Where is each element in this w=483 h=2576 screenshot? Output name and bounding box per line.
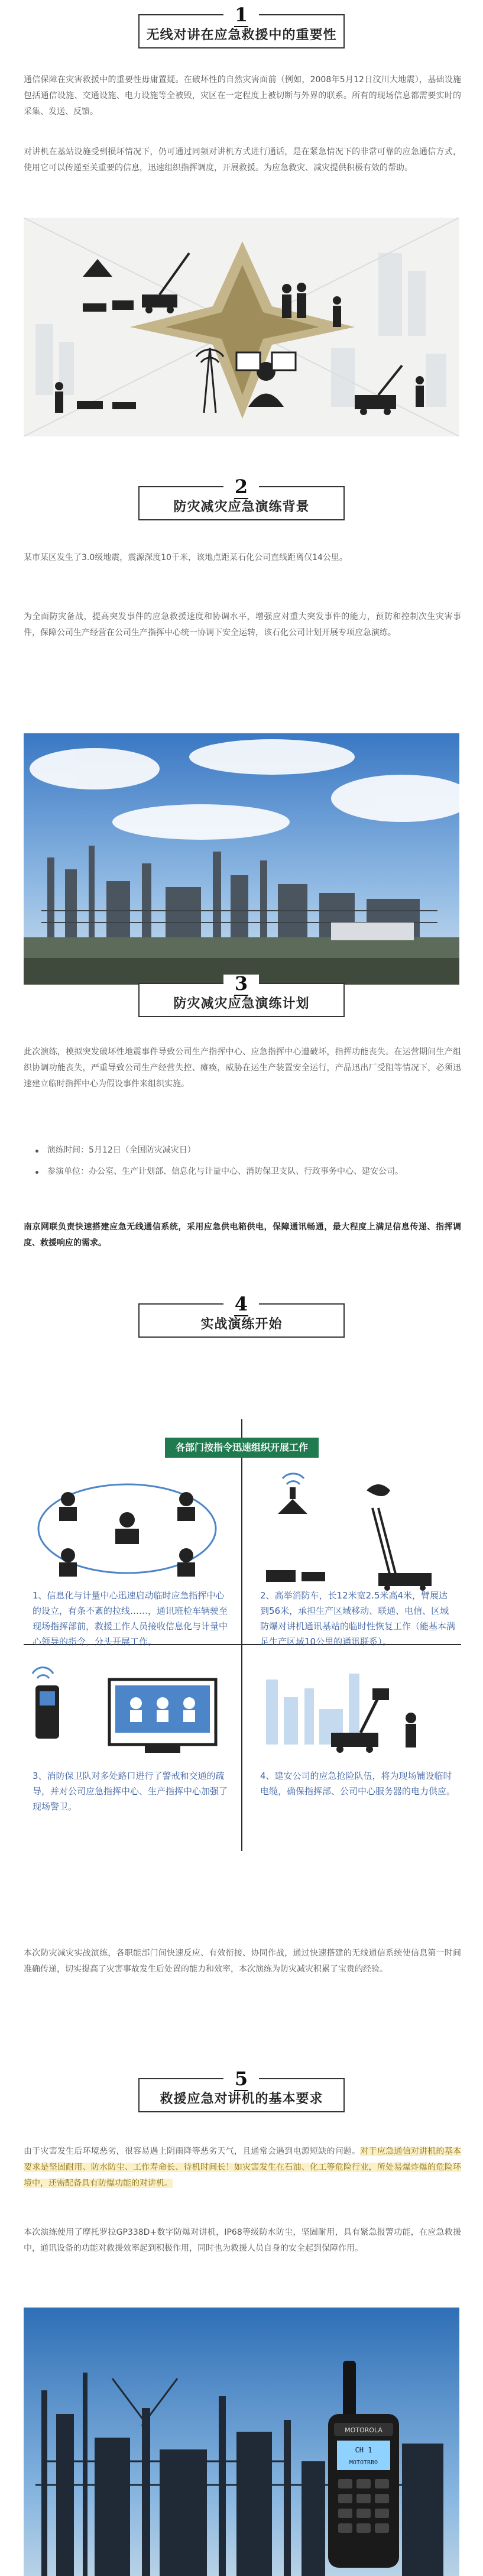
paragraph: 通信保障在灾害救援中的重要性毋庸置疑。在破坏性的自然灾害面前（例如，2008年5月12日汶川大地震），基础设施包括通信设施、交通设施、电力设施等全被毁，灾区在一定程度上被切断与外界的联系。所有的现场信息都需要实时的采集、发送、反馈。 — [24, 75, 461, 116]
bullet-item: 演练时间：5月12日（全国防灾减灾日） — [47, 1145, 196, 1155]
section-number: 3 — [223, 975, 259, 992]
card-illustration — [27, 1473, 228, 1579]
radio-screen-line2: MOTOTRBO — [349, 2460, 378, 2466]
paragraph: 某市某区发生了3.0级地震，震源深度10千米，该地点距某石化公司直线距离仅14公里。 — [24, 553, 348, 562]
paragraph-text: 由于灾害发生后环境恶劣，很容易遇上阴雨降等恶劣天气，且通常会遇到电源短缺的问题。 — [24, 2147, 361, 2156]
section-title-text: 无线对讲在应急救援中的重要性 — [146, 27, 337, 43]
radio-photo — [24, 2308, 459, 2576]
status-banner: 各部门按指令迅速组织开展工作 — [165, 1438, 319, 1458]
paragraph: 为全面防灾备战，提高突发事件的应急救援速度和协调水平，增强应对重大突发事件的能力，预防和控制次生灾害事件，保障公司生产经营在公司生产指挥中心统一协调下安全运转，该石化公司计划开展专项应急演练。 — [24, 612, 461, 637]
section-number: 5 — [223, 2070, 259, 2088]
section-4-title — [0, 1295, 483, 1342]
paragraph — [24, 1946, 461, 1995]
bullet-dot — [35, 1150, 38, 1153]
radio-screen-line1: CH 1 — [355, 2446, 372, 2454]
card-illustration — [27, 1656, 228, 1762]
highlighted-text: 对于应急通信对讲机的基本要求是坚固耐用、防水防尘、工作寿命长、待机时间长！如灾害发生在石油、化工等危险行业，所处易爆炸爆的危险环境中，还需配备具有防爆功能的对讲机。 — [24, 2147, 462, 2188]
refinery-photo — [24, 733, 459, 985]
card-text: 1、信息化与计量中心迅速启动临时应急指挥中心的设立，有条不紊的拉线……，通讯班检车辆驶至现场指挥部前，救援工作人员接收信息化与计量中心领导的指令，分头开展工作。 — [33, 1590, 228, 1647]
section-2-title — [0, 475, 483, 525]
paragraph — [24, 2144, 461, 2209]
section-number: 1 — [223, 6, 259, 24]
section-5-title — [0, 2067, 483, 2117]
card-illustration — [254, 1473, 455, 1591]
radio-brand: MOTOROLA — [345, 2426, 382, 2434]
section-title-text: 防灾减灾应急演练背景 — [173, 499, 310, 514]
section-1-title — [0, 6, 483, 53]
emergency-network-illustration — [24, 218, 459, 436]
card-text: 4、建安公司的应急抢险队伍，将为现场铺设临时电缆，确保指挥部、公司中心服务器的电力供应。 — [260, 1771, 456, 1797]
bullet-item: 参演单位：办公室、生产计划部、信息化与计量中心、消防保卫支队、行政事务中心、建安公司。 — [47, 1167, 403, 1176]
section-title-text: 防灾减灾应急演练计划 — [173, 996, 310, 1011]
bullet-dot — [35, 1171, 38, 1174]
card-illustration — [254, 1656, 455, 1762]
paragraph: 本次演练使用了摩托罗拉GP338D+数字防爆对讲机，IP68等级防水防尘，坚固耐用，具有紧急报警功能，在应急救援中，通讯设备的功能对救援效率起到积极作用，同时也为救援人员自身的安全起到保障作用。 — [24, 2228, 461, 2253]
section-number: 2 — [223, 478, 259, 496]
section-number: 4 — [223, 1295, 259, 1313]
paragraph: 对讲机在基站设施受到损坏情况下，仍可通过同频对讲机方式进行通话，是在紧急情况下的非常可靠的应急通信方式，使用它可以传递至关重要的信息，迅速组织指挥调度，开展救援。为应急救灾、减灾提供积极有效的帮助。 — [24, 147, 461, 173]
section-title-text: 救援应急对讲机的基本要求 — [160, 2091, 323, 2106]
card-text: 3、消防保卫队对多处路口进行了警戒和交通的疏导，并对公司应急指挥中心、生产指挥中心加强了现场警卫。 — [33, 1771, 228, 1812]
grid-divider-vertical — [241, 1419, 242, 1851]
card-text: 2、高举消防车，长12米宽2.5米高4米，臂展达到56米，承担生产区域移动、联通、电信、区域防爆对讲机通讯基站的临时性恢复工作（能基本满足生产区域10公里的通讯联系）。 — [260, 1590, 456, 1647]
section-title-text: 实战演练开始 — [200, 1316, 283, 1332]
paragraph-bold: 南京网联负责快速搭建应急无线通信系统，采用应急供电箱供电，保障通讯畅通，最大程度上满足信息传递、指挥调度、救援响应的需求。 — [24, 1222, 461, 1248]
paragraph: 此次演练，模拟突发破坏性地震事件导致公司生产指挥中心、应急指挥中心遭破坏，指挥功能丧失。在运营期间生产组织协调功能丧失，严重导致公司生产经营失控、瘫痪，威胁在运生产装置安全运行，产品迅出厂受阻等情况下，必须迅速建立临时指挥中心为假设事件来组织实施。 — [24, 1047, 461, 1089]
section-3-title — [0, 972, 483, 1022]
paragraph-text: 本次防灾减灾实战演练，各职能部门间快速反应、有效衔接、协同作战，通过快速搭建的无线通信系统使信息第一时间准确传递，切实提高了灾害事故发生后处置的能力和效率，本次演练为防灾减灾积累了宝贵的经验。 — [24, 1949, 461, 1974]
